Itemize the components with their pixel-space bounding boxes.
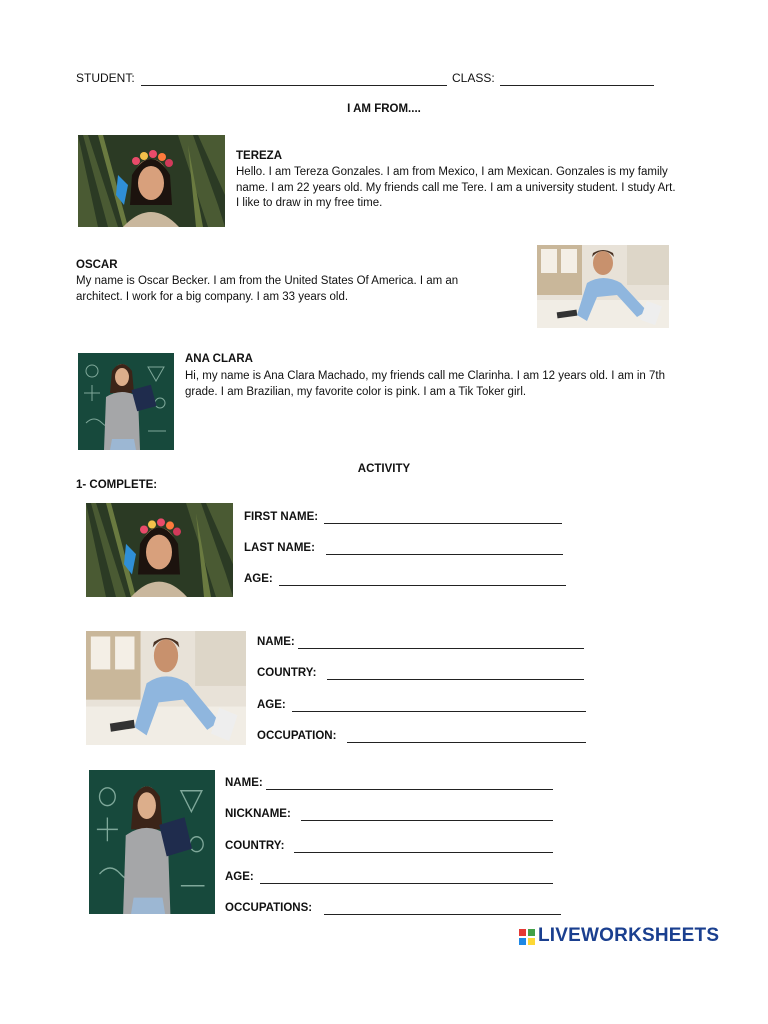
nickname-field-3[interactable] <box>301 820 553 821</box>
oscar-name: OSCAR <box>76 259 118 271</box>
age-field-2[interactable] <box>292 711 586 712</box>
country-field-2[interactable] <box>327 679 584 680</box>
oscar-activity-photo <box>86 631 246 745</box>
name-field-3[interactable] <box>266 789 553 790</box>
oscar-text: My name is Oscar Becker. I am from the United States Of America. I am an architect. I work for a big company. I am 33 years old. <box>76 275 459 303</box>
ana-clara-name: ANA CLARA <box>185 353 253 365</box>
name-field-2[interactable] <box>298 648 584 649</box>
last-name-label: LAST NAME: <box>244 542 315 554</box>
tereza-name: TEREZA <box>236 150 282 162</box>
country-label-2: COUNTRY: <box>257 667 317 679</box>
first-name-field[interactable] <box>324 523 562 524</box>
oscar-photo <box>537 245 669 328</box>
tereza-text: Hello. I am Tereza Gonzales. I am from Mexico, I am Mexican. Gonzales is my family name. I am 22 years old. My friends call me Tere. I am a university student. I study Art. I like to draw in my free time. <box>236 166 676 209</box>
liveworksheets-logo-text: LIVEWORKSHEETS <box>538 925 720 946</box>
liveworksheets-logo-icon <box>519 929 535 945</box>
age-label-3: AGE: <box>225 871 254 883</box>
age-field-3[interactable] <box>260 883 553 884</box>
tereza-activity-photo <box>86 503 233 597</box>
last-name-field[interactable] <box>326 554 563 555</box>
name-label-2: NAME: <box>257 636 295 648</box>
activity-instruction: 1- COMPLETE: <box>76 479 158 491</box>
country-label-3: COUNTRY: <box>225 840 285 852</box>
age-label-1: AGE: <box>244 573 273 585</box>
occupation-label-2: OCCUPATION: <box>257 730 337 742</box>
nickname-label-3: NICKNAME: <box>225 808 291 820</box>
class-field[interactable] <box>500 85 654 86</box>
age-label-2: AGE: <box>257 699 286 711</box>
country-field-3[interactable] <box>294 852 553 853</box>
ana-clara-text: Hi, my name is Ana Clara Machado, my friends call me Clarinha. I am 12 years old. I am in 7th grade. I am Brazilian, my favorite color is pink. I am a Tik Toker girl. <box>185 370 666 398</box>
ana-clara-activity-photo <box>89 770 215 914</box>
name-label-3: NAME: <box>225 777 263 789</box>
ana-clara-photo <box>78 353 174 450</box>
occupation-field-2[interactable] <box>347 742 586 743</box>
tereza-photo <box>78 135 225 227</box>
student-field[interactable] <box>141 85 447 86</box>
activity-title: ACTIVITY <box>357 463 411 475</box>
student-label: STUDENT: <box>76 71 135 85</box>
age-field-1[interactable] <box>279 585 566 586</box>
occupations-field-3[interactable] <box>324 914 561 915</box>
occupations-label-3: OCCUPATIONS: <box>225 902 313 914</box>
first-name-label: FIRST NAME: <box>244 511 319 523</box>
class-label: CLASS: <box>452 71 495 85</box>
liveworksheets-logo <box>519 925 724 947</box>
page-title: I AM FROM.... <box>347 103 421 115</box>
